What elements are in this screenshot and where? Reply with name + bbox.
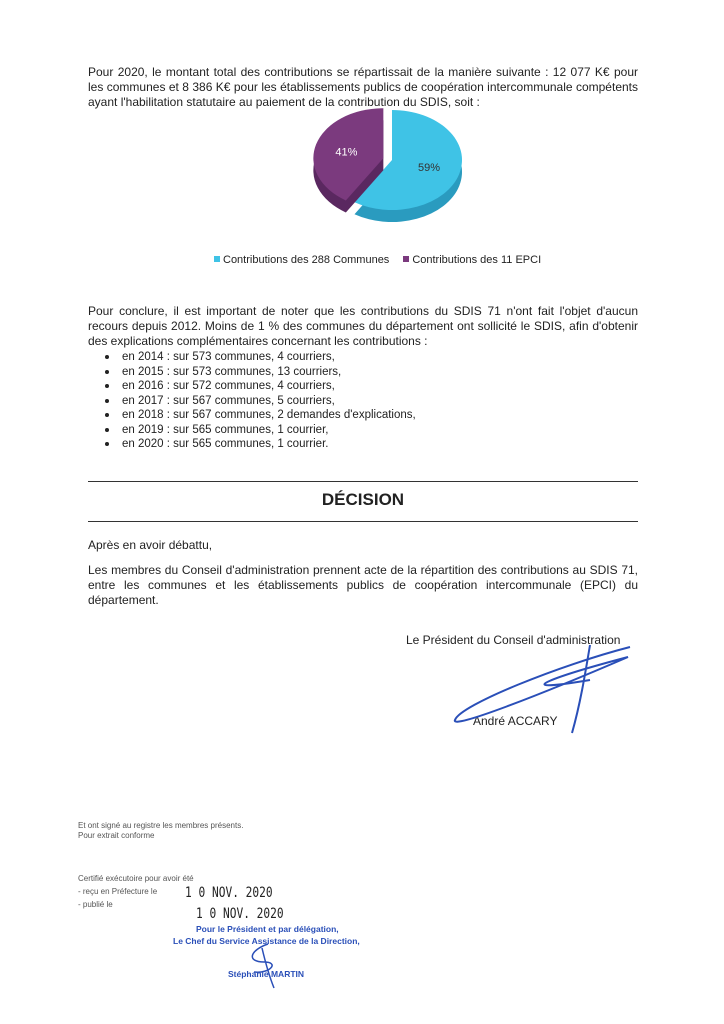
- list-item: en 2019 : sur 565 communes, 1 courrier,: [88, 423, 638, 438]
- published-date-stamp: 1 0 NOV. 2020: [196, 906, 284, 922]
- list-item: en 2018 : sur 567 communes, 2 demandes d'explications,: [88, 408, 638, 423]
- decision-title: DÉCISION: [321, 490, 405, 509]
- legend-label-epci: Contributions des 11 EPCI: [412, 254, 542, 266]
- divider-bottom: [88, 521, 638, 522]
- president-name: André ACCARY: [473, 714, 558, 728]
- decision-paragraph: Les membres du Conseil d'administration prennent acte de la répartition des contributions au SDIS 71, entre les communes et les établissements publics de coopération intercommunale (EPCI) du département.: [88, 563, 638, 607]
- conclusion-paragraph: Pour conclure, il est important de noter que les contributions du SDIS 71 n'ont fait l'objet d'aucun recours depuis 2012. Moins de 1 % des communes du département ont sollicité le SDIS, afin d'obtenir des explications complémentaires concernant les contributions :: [88, 304, 638, 348]
- legend-item-communes: [214, 254, 389, 266]
- president-signature: [440, 635, 640, 735]
- service-text: Le Chef du Service Assistance de la Direction,: [173, 936, 360, 946]
- signer-name: Stéphanie MARTIN: [228, 969, 305, 979]
- service-signature: [240, 940, 290, 990]
- intro-paragraph: Pour 2020, le montant total des contributions se répartissait de la manière suivante : 12 077 K€ pour les communes et 8 386 K€ pour les établissements publics de coopération intercommunale compétents ayant l'habilitation statutaire au paiement de la contribution du SDIS, soit :: [88, 65, 638, 109]
- extract-text: Pour extrait conforme: [78, 831, 155, 840]
- published-text: - publié le: [78, 900, 113, 909]
- legend-swatch-communes: [214, 256, 220, 262]
- received-date-stamp: 1 0 NOV. 2020: [185, 885, 273, 901]
- pie-label-communes: 59%: [417, 161, 440, 174]
- pie-chart: [300, 105, 480, 235]
- divider-top: [88, 481, 638, 482]
- president-title: Le Président du Conseil d'administration: [406, 633, 621, 647]
- legend-swatch-epci: [403, 256, 409, 262]
- list-item: en 2016 : sur 572 communes, 4 courriers,: [88, 379, 638, 394]
- received-text: - reçu en Préfecture le: [78, 887, 158, 896]
- contributions-list: [88, 350, 638, 452]
- legend-item-epci: [403, 254, 541, 266]
- list-item: en 2014 : sur 573 communes, 4 courriers,: [88, 350, 638, 365]
- delegation-text: Pour le Président et par délégation,: [196, 924, 339, 934]
- list-item: en 2020 : sur 565 communes, 1 courrier.: [88, 437, 638, 452]
- list-item: en 2015 : sur 573 communes, 13 courriers,: [88, 365, 638, 380]
- signed-text: Et ont signé au registre les membres présents.: [78, 821, 244, 830]
- chart-legend: [214, 254, 541, 266]
- list-item: en 2017 : sur 567 communes, 5 courriers,: [88, 394, 638, 409]
- debate-text: Après en avoir débattu,: [88, 538, 213, 552]
- pie-label-epci: 41%: [335, 146, 358, 159]
- legend-label-communes: Contributions des 288 Communes: [223, 254, 390, 266]
- certified-text: Certifié exécutoire pour avoir été: [78, 874, 194, 883]
